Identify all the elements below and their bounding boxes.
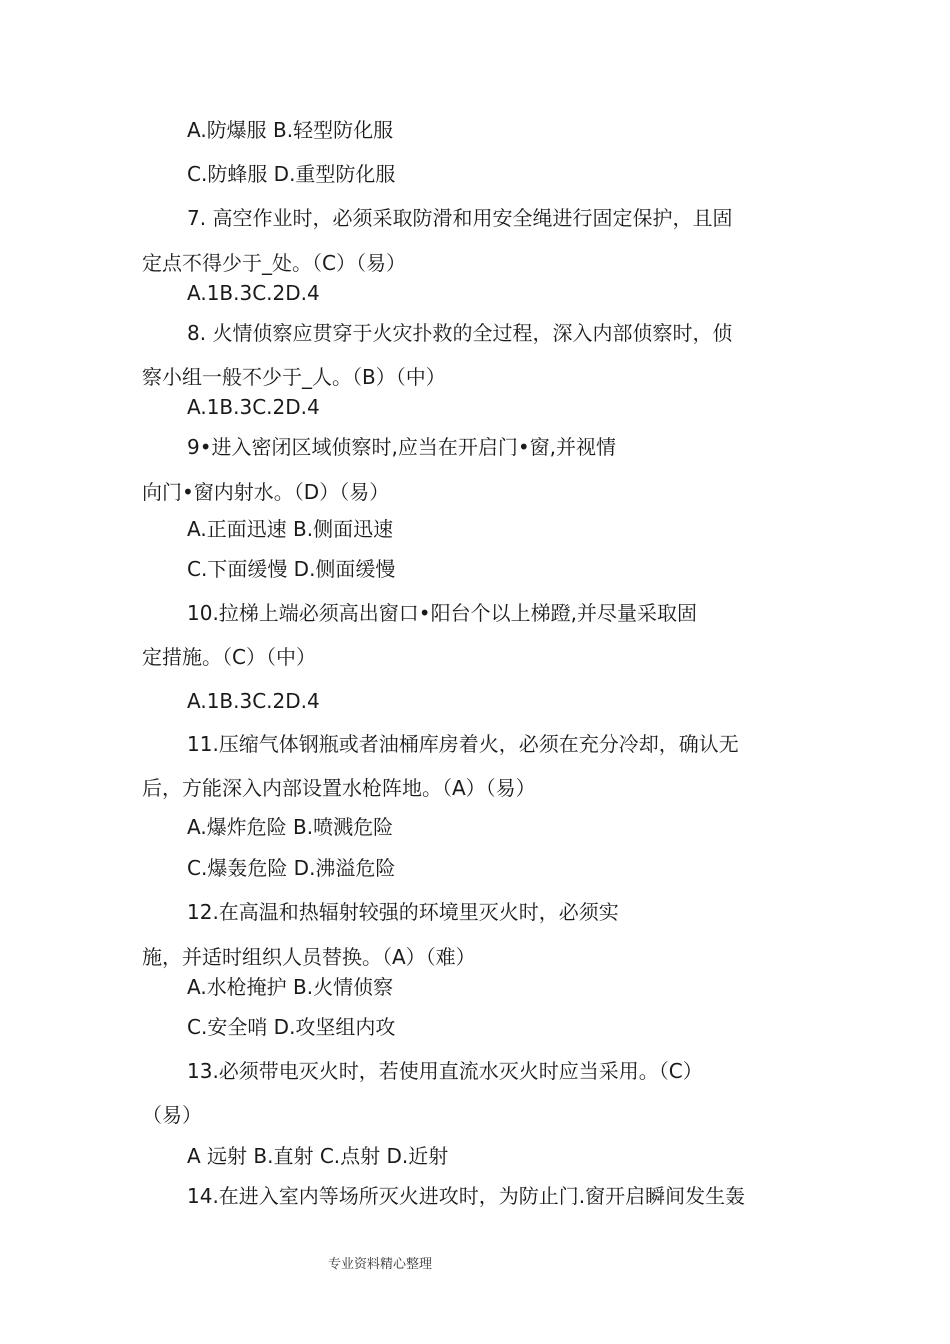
option-line: A.1B.3C.2D.4 xyxy=(187,689,320,713)
page-footer: 专业资料精心整理 xyxy=(328,1257,433,1272)
question-line: 9•进入密闭区域侦察时,应当在开启门•窗,并视情 xyxy=(187,435,617,459)
question-line: 14.在进入室内等场所灭火进攻时，为防止门.窗开启瞬间发生轰 xyxy=(187,1184,746,1208)
question-line: 11.压缩气体钢瓶或者油桶库房着火，必须在充分冷却，确认无 xyxy=(187,732,739,756)
option-line: A.1B.3C.2D.4 xyxy=(187,281,320,305)
option-line: C.下面缓慢 D.侧面缓慢 xyxy=(187,557,396,581)
option-line: C.安全哨 D.攻坚组内攻 xyxy=(187,1015,396,1039)
option-line: A.1B.3C.2D.4 xyxy=(187,395,320,419)
option-line: C.防蜂服 D.重型防化服 xyxy=(187,162,396,186)
option-line: A.爆炸危险 B.喷溅危险 xyxy=(187,815,394,839)
question-line: 后，方能深入内部设置水枪阵地。（A）（易） xyxy=(142,776,536,800)
option-line: C.爆轰危险 D.沸溢危险 xyxy=(187,856,396,880)
option-line: A.正面迅速 B.侧面迅速 xyxy=(187,517,394,541)
question-line: 13.必须带电灭火时，若使用直流水灭火时应当采用。（C） xyxy=(187,1059,703,1083)
question-line: 8. 火情侦察应贯穿于火灾扑救的全过程，深入内部侦察时，侦 xyxy=(187,321,733,345)
question-line: 10.拉梯上端必须高出窗口•阳台个以上梯蹬,并尽量采取固 xyxy=(187,601,697,625)
option-line: A.防爆服 B.轻型防化服 xyxy=(187,118,394,142)
question-line: 7. 高空作业时，必须采取防滑和用安全绳进行固定保护，且固 xyxy=(187,206,733,230)
question-line: 12.在高温和热辐射较强的环境里灭火时，必须实 xyxy=(187,900,619,924)
option-line: A.水枪掩护 B.火情侦察 xyxy=(187,975,394,999)
question-line: 向门•窗内射水。（D）（易） xyxy=(142,480,390,504)
question-line: 察小组一般不少于_人。（B）（中） xyxy=(142,365,446,389)
question-line: 施，并适时组织人员替换。（A）（难） xyxy=(142,945,476,969)
option-line: A 远射 B.直射 C.点射 D.近射 xyxy=(187,1144,449,1168)
question-line: 定措施。（C）（中） xyxy=(142,645,316,669)
question-line: 定点不得少于_处。（C）（易） xyxy=(142,251,406,275)
question-line: （易） xyxy=(142,1103,202,1127)
